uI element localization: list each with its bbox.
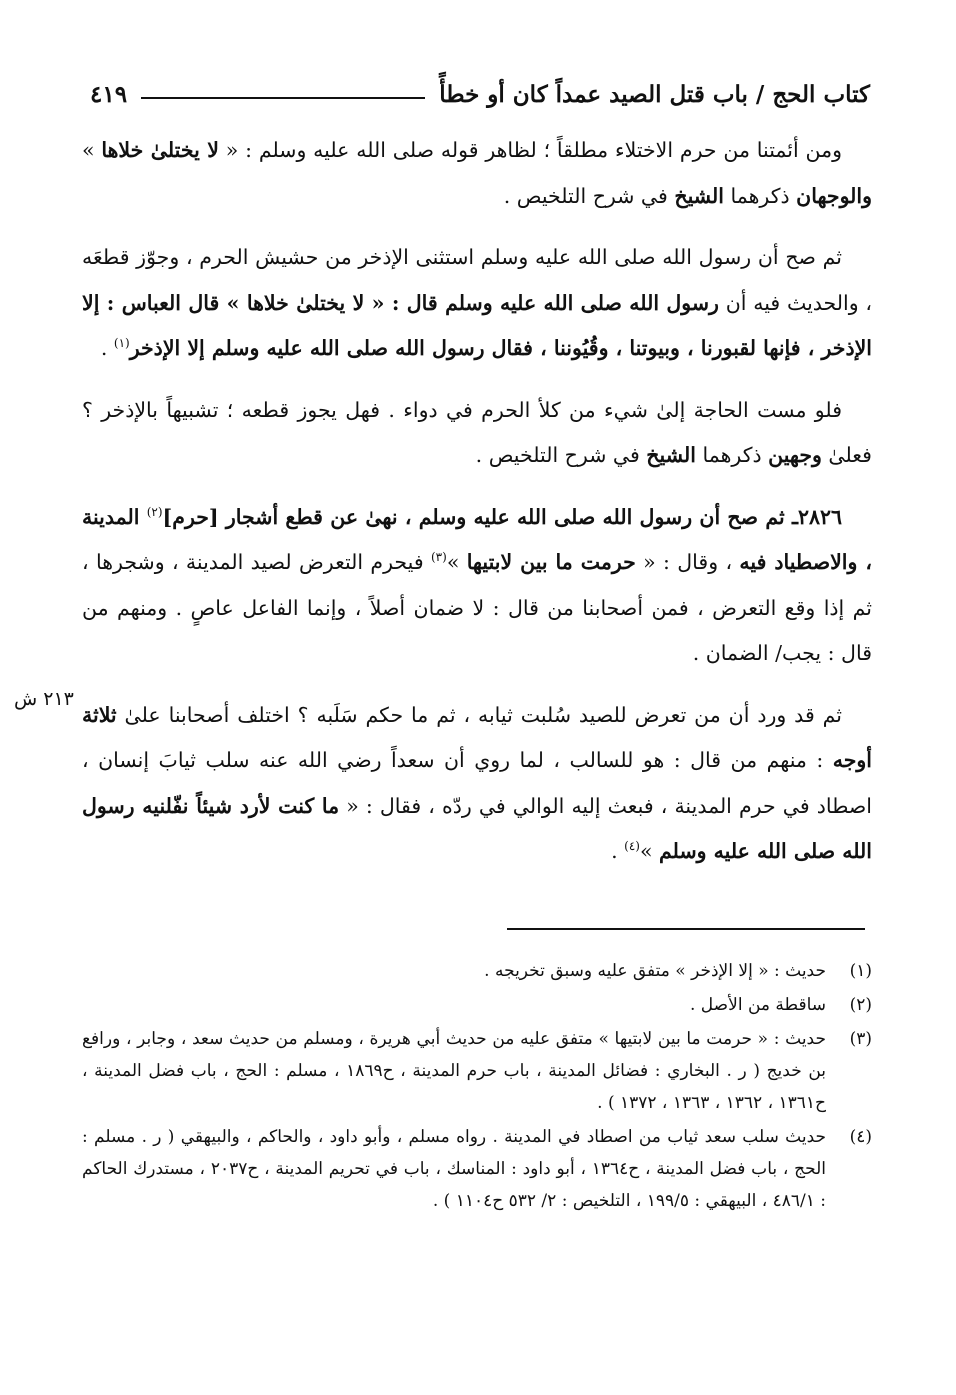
footnote-number: (٣) [849,1029,872,1049]
footnotes [82,955,872,1219]
text-run: ثم قد ورد أن من تعرض للصيد سُلبت ثيابه ، ثم ما حكم سَلَبه ؟ اختلف أصحابنا علىٰ [116,702,842,727]
footnote-1 [82,955,872,987]
bold-run: المدينة ، والاصطياد فيه [82,504,872,574]
text-run: » [446,550,467,574]
text-run: : منهم من قال : هو للسالب ، لما روي أن سعداً رضي الله عنه سلب ثيابَ إنسان ، اصطاد في حرم المدينة ، فبعث إليه الوالي في ردّه ، فقال : « [82,748,872,818]
text-run: في شرح التلخيص . [503,183,675,208]
paragraph-1 [82,128,872,219]
text-run: ذكرهما [724,183,797,208]
footnote-ref-1[interactable]: (١) [113,336,130,351]
footnote-text: حديث : « إلا الإذخر » متفق عليه وسبق تخريجه . [484,961,826,981]
bold-run: ثلاثة أوجه [82,702,872,772]
bold-run: الشيخ [674,183,724,208]
text-run: في شرح التلخيص . [475,443,647,467]
main-text [82,128,872,891]
bold-run: ٢٨٢٦ـ ثم صح أن رسول الله صلى الله عليه وسلم ، نهىٰ عن قطع أشجار [حرم] [162,504,843,529]
footnote-3 [82,1023,872,1119]
paragraph-2 [82,235,872,372]
text-run: ذكرهما [695,443,769,467]
footnote-2 [82,989,872,1021]
footnote-separator [507,928,865,930]
footnote-number: (١) [849,961,872,981]
text-run: » [82,138,102,162]
text-run: . [100,336,114,360]
bold-run: والوجهان [796,183,872,208]
page-number: ٤١٩ [90,80,128,108]
footnote-ref-4[interactable]: (٤) [624,839,640,854]
text-run: » [639,839,660,863]
paragraph-3 [82,388,872,479]
bold-run: حرمت ما بين لابتيها [466,550,636,574]
paragraph-4 [82,495,872,677]
text-run: ، وقال : « [635,550,740,574]
footnote-ref-2[interactable]: (٢) [146,504,163,519]
text-run: . [611,839,625,863]
text-run: فيحرم التعرض لصيد المدينة ، وشجرها ، ثم إذا وقع التعرض ، فمن أصحابنا من قال : لا ضمان أصلاً ، وإنما الفاعل عاصٍ . ومنهم من قال : يجب/ الضمان . [82,550,872,665]
text-run: فلو مست الحاجة إلىٰ شيء من كلأ الحرم في دواء . فهل يجوز قطعه ؛ تشبيهاً بالإذخر ؟ فعلىٰ [82,397,872,467]
text-run: ثم صح أن رسول الله صلى الله عليه وسلم استثنى الإذخر من حشيش الحرم ، وجوّز قطعَه ، والحديث فيه أن [82,245,872,315]
bold-run: ما كنت لأرد شيئاً نفّلنيه رسول الله صلى الله عليه وسلم [82,793,872,863]
footnote-4 [82,1121,872,1217]
bold-run: رسول الله صلى الله عليه وسلم قال : « لا يختلىٰ خلاها » قال العباس : إلا الإذخر ، فإنها لقبورنا ، وبيوتنا ، وقُيُوننا ، فقال رسول الله صلى الله عليه وسلم إلا الإذخر [82,290,872,360]
header-title: كتاب الحج / باب قتل الصيد عمداً كان أو خطأً [439,80,870,108]
footnote-number: (٤) [849,1127,872,1147]
bold-run: الشيخ [646,443,696,467]
footnote-text: ساقطة من الأصل . [690,995,826,1015]
running-header [90,72,870,116]
text-run: ومن أئمتنا من حرم الاختلاء مطلقاً ؛ لظاهر قوله صلى الله عليه وسلم : « [218,138,842,162]
footnote-text: حديث سلب سعد ثياب من اصطاد في المدينة . رواه مسلم ، وأبو داود ، والحاكم ، والبيهقي ( ر . مسلم : الحج ، باب فضل المدينة ، ح١٣٦٤ ، أبو داود : المناسك ، باب في تحريم المدينة ، ح٢٠٣٧ ، مستدرك الحاكم : ٤٨٦/١ ، البيهقي : ١٩٩/٥ ، التلخيص : ٢/ ٥٣٢ ح١١٠٤ ) . [82,1127,826,1211]
bold-run: لا يختلىٰ خلاها [101,138,219,162]
margin-folio-note: ٢١٣ ش [14,688,74,710]
footnote-text: حديث : « حرمت ما بين لابتيها » متفق عليه من حديث أبي هريرة ، ومسلم من حديث سعد ، وجابر ، ورافع بن خديج ( ر . البخاري : فضائل المدينة ، باب حرم المدينة ، ح١٨٦٩ ، مسلم : الحج ، باب فضل المدينة ، ح١٣٦١ ، ١٣٦٢ ، ١٣٦٣ ، ١٣٧٢ ) . [82,1029,826,1113]
paragraph-5 [82,693,872,875]
header-rule [141,97,425,99]
bold-run: وجهين [768,443,822,467]
footnote-ref-3[interactable]: (٣) [430,550,447,565]
footnote-number: (٢) [849,995,872,1015]
